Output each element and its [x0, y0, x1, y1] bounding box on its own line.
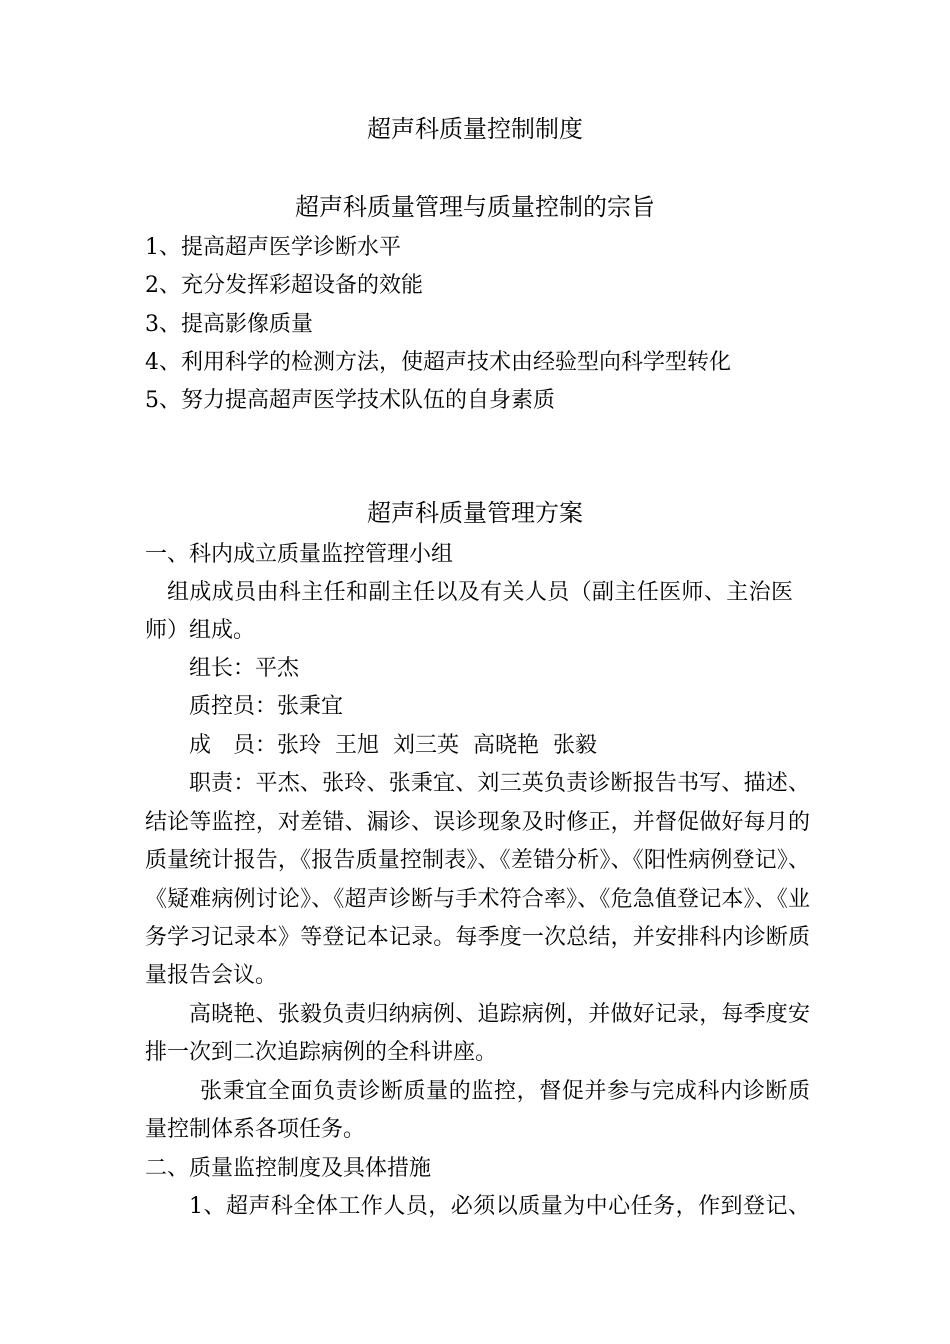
paragraph-line: 职责：平杰、张玲、张秉宜、刘三英负责诊断报告书写、描述、	[189, 771, 810, 796]
group-leader: 组长：平杰	[189, 656, 300, 681]
paragraph-line: 排一次到二次追踪病例的全科讲座。	[145, 1040, 498, 1065]
paragraph-line: 质量统计报告，《报告质量控制表》、《差错分析》、《阳性病例登记》、	[145, 848, 810, 873]
subsection-title-measures: 二、质量监控制度及具体措施	[145, 1156, 432, 1181]
purpose-item: 1、提高超声医学诊断水平	[145, 235, 401, 260]
paragraph-line: 组成成员由科主任和副主任以及有关人员（副主任医师、主治医	[167, 580, 793, 605]
paragraph-line: 《疑难病例讨论》、《超声诊断与手术符合率》、《危急值登记本》、《业	[145, 887, 810, 912]
paragraph-line: 师）组成。	[145, 618, 256, 643]
section-heading-plan: 超声科质量管理方案	[367, 499, 583, 527]
group-members: 成 员：张玲 王旭 刘三英 高晓艳 张毅	[189, 733, 597, 758]
section-heading-purpose: 超声科质量管理与质量控制的宗旨	[295, 193, 655, 221]
subsection-title-group: 一、科内成立质量监控管理小组	[145, 542, 454, 567]
paragraph-line: 量控制体系各项任务。	[145, 1117, 366, 1142]
paragraph-line: 高晓艳、张毅负责归纳病例、追踪病例，并做好记录，每季度安	[189, 1002, 810, 1027]
purpose-item: 2、充分发挥彩超设备的效能	[145, 273, 423, 298]
paragraph-line: 1、超声科全体工作人员，必须以质量为中心任务，作到登记、	[189, 1194, 810, 1219]
paragraph-line: 量报告会议。	[145, 963, 278, 988]
purpose-item: 3、提高影像质量	[145, 312, 313, 337]
quality-controller: 质控员：张秉宜	[189, 694, 344, 719]
purpose-item: 5、努力提高超声医学技术队伍的自身素质	[145, 388, 555, 413]
paragraph-line: 务学习记录本》等登记本记录。每季度一次总结，并安排科内诊断质	[145, 925, 810, 950]
paragraph-line: 结论等监控，对差错、漏诊、误诊现象及时修正，并督促做好每月的	[145, 810, 810, 835]
document-title: 超声科质量控制制度	[367, 115, 583, 143]
paragraph-line: 张秉宜全面负责诊断质量的监控，督促并参与完成科内诊断质	[200, 1079, 810, 1104]
purpose-item: 4、利用科学的检测方法，使超声技术由经验型向科学型转化	[145, 350, 731, 375]
